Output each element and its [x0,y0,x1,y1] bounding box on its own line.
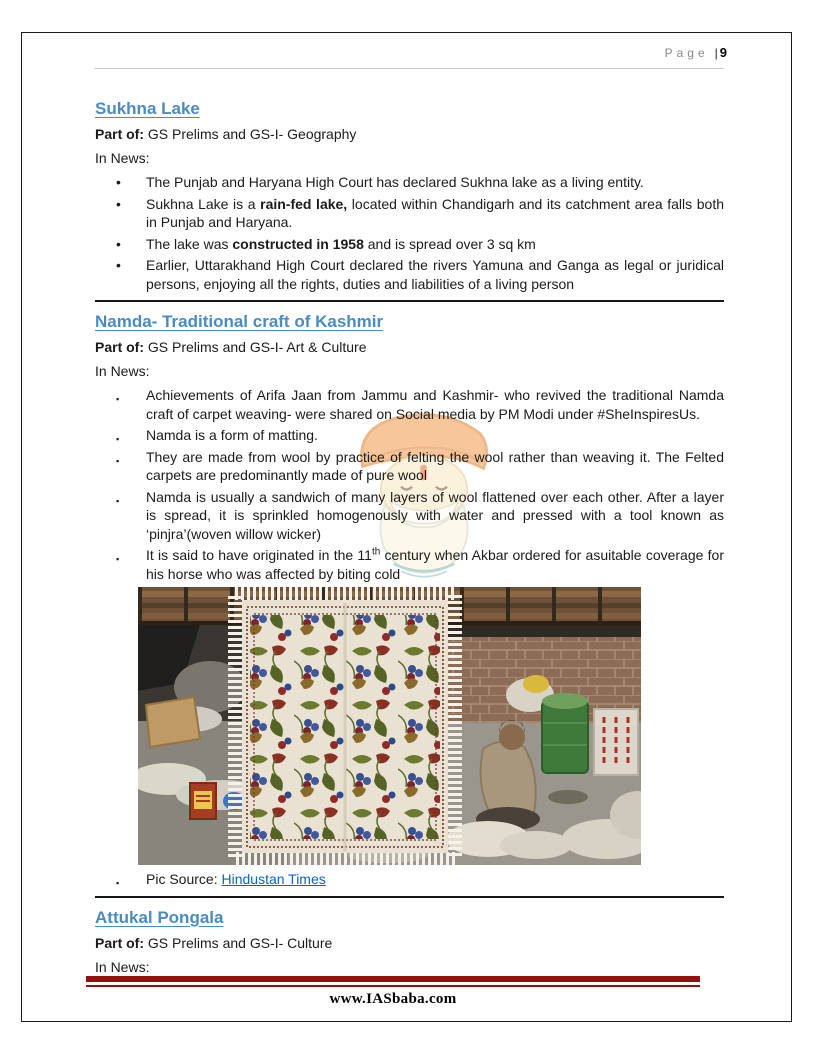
part-of-label: Part of: [95,339,144,355]
part-of-label: Part of: [95,126,144,142]
list-item [115,256,724,293]
part-of-value: GS Prelims and GS-I- Geography [144,126,357,142]
page-border-frame [21,32,792,1022]
page-number-header [665,45,727,60]
section-separator [95,896,724,898]
page-content [95,89,724,982]
list-item [115,173,724,192]
list-item [115,448,724,485]
bullet-icon: • [116,257,121,273]
bullet-text: located within Chandigarh and its catchment area falls both in Punjab and Haryana. [146,195,724,230]
bullet-text: The lake was [146,235,233,252]
part-of-line [95,934,724,953]
bullet-text: Sukhna Lake is a [146,195,261,212]
part-of-label: Part of: [95,934,144,951]
sukhna-bullet-list [95,173,724,293]
bullet-icon: ▪ [116,878,120,888]
bullet-text: Achievements of Arifa Jaan from Jammu and Kashmir- who revived the traditional Namda craft of carpet weaving- were shared on Social media by PM Modi under #SheInspiresUs. [146,387,724,422]
namda-workshop-photo [138,587,641,865]
bullet-text: Namda is a form of matting. [146,427,318,443]
bullet-icon: ▪ [116,394,120,404]
section-title-namda: Namda- Traditional craft of Kashmir [95,312,384,331]
page-label: Page [664,46,709,60]
in-news-label: In News: [95,150,150,166]
in-news-label: In News: [95,363,150,379]
bullet-text: constructed in 1958 [232,235,364,252]
section-title-sukhna-lake: Sukhna Lake [95,99,200,118]
bullet-icon: ▪ [116,455,120,466]
section-separator [95,300,724,302]
bullet-text: century when Akbar ordered for asuitable coverage for his horse who was affected by biting cold [146,547,724,582]
page-number: 9 [719,45,727,60]
bullet-icon: • [116,195,121,212]
bullet-icon: ▪ [116,495,120,506]
pic-source-link[interactable]: Hindustan Times [221,871,326,887]
header-rule [95,68,724,69]
list-item [115,488,724,544]
bullet-icon: • [116,235,121,252]
bullet-icon: ▪ [116,434,120,444]
part-of-line [95,338,724,357]
footer-website: www.IASbaba.com [329,991,457,1007]
page-footer [86,976,700,1008]
bullet-icon: • [116,174,121,190]
page-divider: | [714,46,718,60]
pic-source-list [95,870,724,889]
footer-red-line [86,985,700,987]
part-of-value: GS Prelims and GS-I- Culture [144,934,333,951]
pic-source-label: Pic Source: [146,871,222,887]
list-item [115,870,724,889]
list-item [115,235,724,254]
list-item [115,195,724,232]
bullet-text: rain-fed lake, [260,195,348,212]
bullet-text: th [371,546,381,558]
footer-red-bar [86,976,700,982]
list-item [115,426,724,445]
bullet-icon: ▪ [116,554,120,564]
list-item [115,386,724,423]
part-of-value: GS Prelims and GS-I- Art & Culture [144,339,367,355]
part-of-line [95,125,724,144]
bullet-text: They are made from wool by practice of felting the wool rather than weaving it. The Felted carpets are predominantly made of pure wool [146,448,724,483]
namda-bullet-list [95,386,724,583]
section-title-attukal-pongala: Attukal Pongala [95,907,224,927]
list-item [115,546,724,583]
bullet-text: Earlier, Uttarakhand High Court declared the rivers Yamuna and Ganga as legal or juridical persons, enjoying all the rights, duties and liabilities of a living person [146,257,724,292]
in-news-label: In News: [95,958,150,975]
bullet-text: The Punjab and Haryana High Court has declared Sukhna lake as a living entity. [146,174,644,190]
bullet-text: and is spread over 3 sq km [363,235,536,252]
bullet-text: It is said to have originated in the 11 [146,547,372,563]
bullet-text: Namda is usually a sandwich of many layers of wool flattened over each other. After a layer is spread, it is sprinkled homogenously with water and pressed with a tool known as ‘pinjra’(woven willow wicker) [146,488,724,542]
